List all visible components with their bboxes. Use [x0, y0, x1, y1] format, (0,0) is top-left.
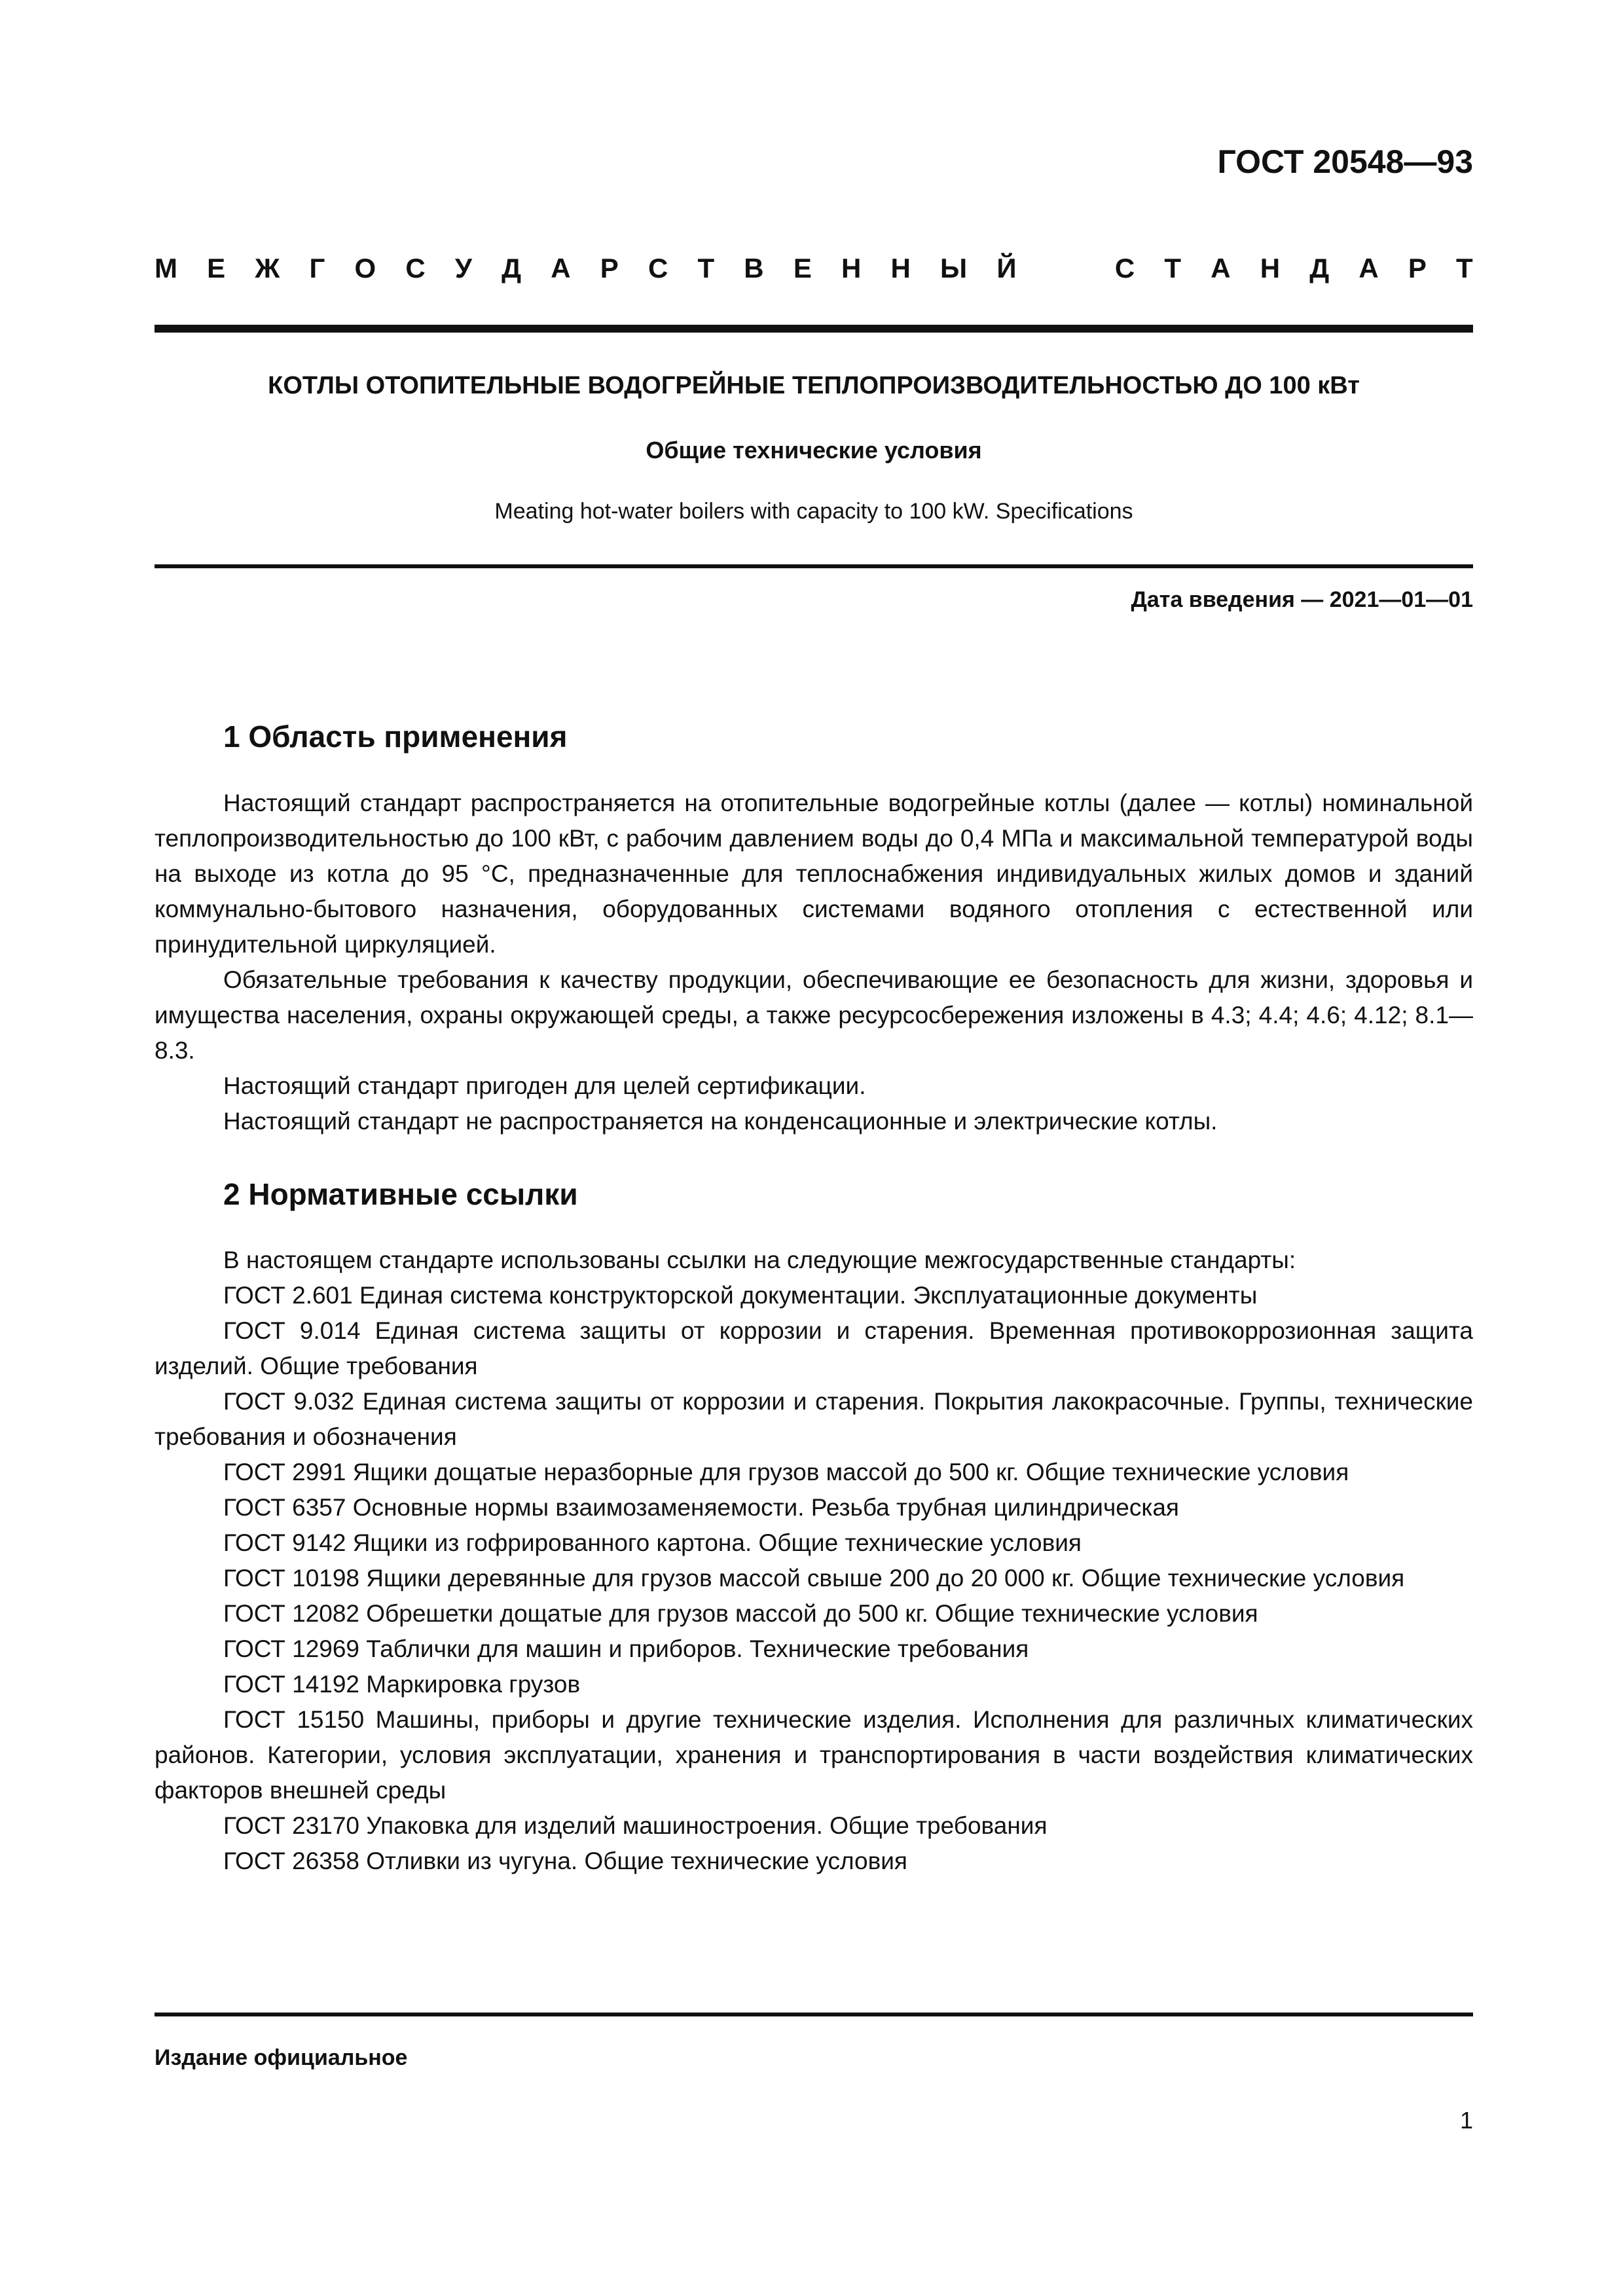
reference-item: ГОСТ 9.032 Единая система защиты от коррозии и старения. Покрытия лакокрасочные. Группы, технические требования и обозначения: [155, 1388, 1473, 1450]
top-divider: [155, 325, 1473, 333]
interstate-letter: С: [1114, 253, 1135, 283]
interstate-letter: А: [1211, 253, 1231, 283]
reference-item: ГОСТ 15150 Машины, приборы и другие технические изделия. Исполнения для различных климатических районов. Категории, условия эксплуатации, хранения и транспортирования в части воздействия климатических факторов внешней среды: [155, 1706, 1473, 1804]
interstate-letter: М: [155, 253, 177, 283]
interstate-letter: В: [744, 253, 764, 283]
interstate-letter: Д: [501, 253, 522, 283]
document-subtitle: Общие технические условия: [646, 437, 982, 464]
document-title: КОТЛЫ ОТОПИТЕЛЬНЫЕ ВОДОГРЕЙНЫЕ ТЕПЛОПРОИЗВОДИТЕЛЬНОСТЬЮ ДО 100 кВт: [268, 372, 1360, 399]
section-heading-references: 2 Нормативные ссылки: [223, 1177, 578, 1211]
interstate-letter: Т: [1456, 253, 1473, 283]
interstate-letter: У: [454, 253, 472, 283]
interstate-standard-label: [155, 253, 1473, 284]
interstate-letter: Й: [996, 253, 1017, 283]
gost-number: ГОСТ 20548—93: [1217, 143, 1473, 180]
interstate-letter: С: [647, 253, 668, 283]
reference-item: ГОСТ 10198 Ящики деревянные для грузов массой свыше 200 до 20 000 кг. Общие технические условия: [223, 1565, 1405, 1592]
paragraph: Обязательные требования к качеству продукции, обеспечивающие ее безопасность для жизни, здоровья и имущества населения, охраны окружающей среды, а также ресурсосбережения изложены в 4.3; 4.4; 4.6; 4.12; 8.1—8.3.: [155, 966, 1473, 1064]
interstate-letter: Е: [207, 253, 226, 283]
title-divider: [155, 564, 1473, 568]
interstate-letter: Н: [890, 253, 911, 283]
edition-label: Издание официальное: [155, 2045, 408, 2070]
interstate-letter: Т: [1164, 253, 1182, 283]
paragraph: Настоящий стандарт не распространяется на конденсационные и электрические котлы.: [223, 1108, 1218, 1135]
reference-item: ГОСТ 12969 Таблички для машин и приборов. Технические требования: [223, 1635, 1029, 1662]
interstate-letter: Ж: [255, 253, 280, 283]
interstate-letter: Н: [841, 253, 862, 283]
reference-item: ГОСТ 23170 Упаковка для изделий машиностроения. Общие требования: [223, 1812, 1048, 1839]
reference-item: ГОСТ 2991 Ящики дощатые неразборные для грузов массой до 500 кг. Общие технические условия: [223, 1459, 1349, 1485]
reference-item: ГОСТ 12082 Обрешетки дощатые для грузов массой до 500 кг. Общие технические условия: [223, 1600, 1258, 1627]
section-body-scope: [155, 786, 1473, 1139]
interstate-letter: Ы: [940, 253, 968, 283]
reference-item: ГОСТ 6357 Основные нормы взаимозаменяемости. Резьба трубная цилиндрическая: [223, 1494, 1179, 1521]
interstate-letter: Г: [309, 253, 325, 283]
interstate-letter: Е: [793, 253, 812, 283]
footer-divider: [155, 2013, 1473, 2016]
interstate-letter: Р: [600, 253, 619, 283]
interstate-letter: Д: [1309, 253, 1330, 283]
introduction-date: Дата введения — 2021—01—01: [1131, 587, 1473, 612]
paragraph: Настоящий стандарт распространяется на отопительные водогрейные котлы (далее — котлы) номинальной теплопроизводительностью до 100 кВт, с рабочим давлением воды до 0,4 МПа и максимальной температурой воды на выходе из котла до 95 °С, предназначенные для теплоснабжения индивидуальных жилых домов и зданий коммунально-бытового назначения, оборудованных системами водяного отопления с естественной или принудительной циркуляцией.: [155, 790, 1473, 958]
interstate-letter: А: [551, 253, 571, 283]
section-heading-scope: 1 Область применения: [223, 720, 568, 754]
interstate-letter: Р: [1408, 253, 1427, 283]
interstate-letter: Т: [697, 253, 715, 283]
paragraph: Настоящий стандарт пригоден для целей сертификации.: [223, 1072, 866, 1099]
english-title: Meating hot-water boilers with capacity to 100 kW. Specifications: [494, 499, 1133, 524]
interstate-letter: А: [1359, 253, 1379, 283]
reference-item: В настоящем стандарте использованы ссылки на следующие межгосударственные стандарты:: [223, 1247, 1296, 1273]
interstate-letter: О: [354, 253, 376, 283]
interstate-letter: С: [405, 253, 426, 283]
reference-item: ГОСТ 2.601 Единая система конструкторской документации. Эксплуатационные документы: [223, 1282, 1258, 1309]
interstate-letter: Н: [1260, 253, 1281, 283]
section-body-references: [155, 1243, 1473, 1879]
reference-item: ГОСТ 9.014 Единая система защиты от коррозии и старения. Временная противокоррозионная защита изделий. Общие требования: [155, 1317, 1473, 1379]
reference-item: ГОСТ 26358 Отливки из чугуна. Общие технические условия: [223, 1848, 907, 1874]
reference-item: ГОСТ 9142 Ящики из гофрированного картона. Общие технические условия: [223, 1529, 1082, 1556]
reference-item: ГОСТ 14192 Маркировка грузов: [223, 1671, 581, 1698]
page-number: 1: [1459, 2107, 1473, 2134]
